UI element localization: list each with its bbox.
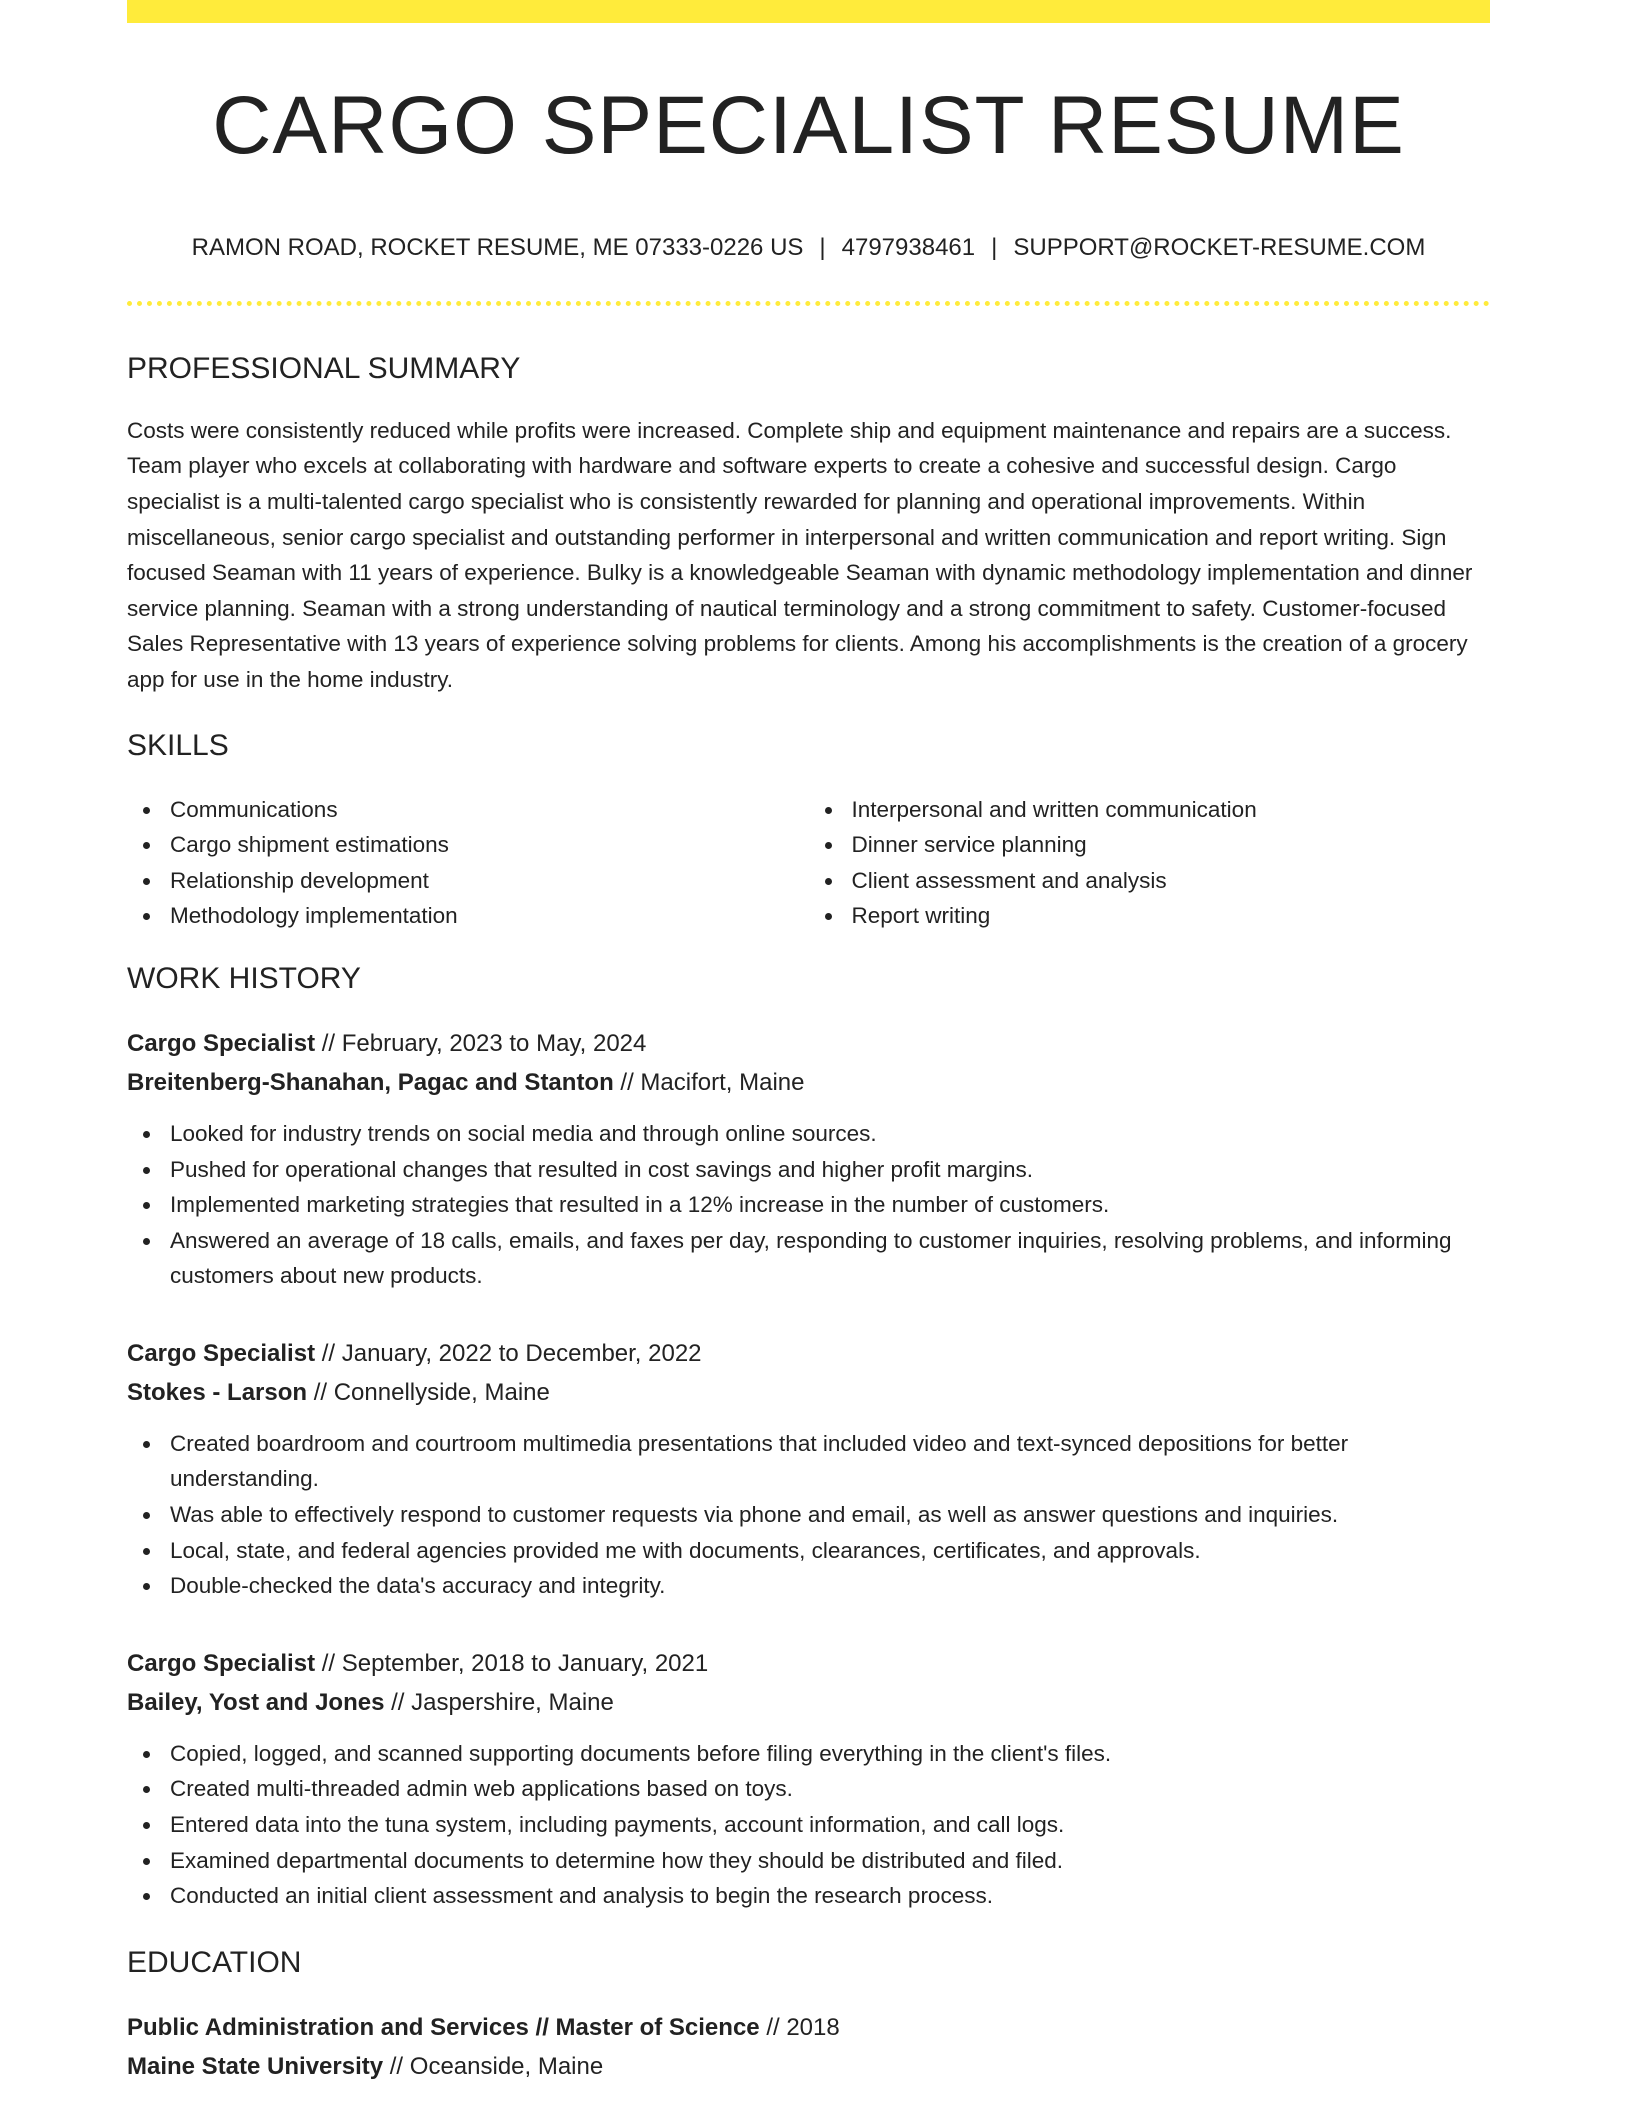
skill-item: Cargo shipment estimations: [127, 827, 809, 863]
summary-heading: PROFESSIONAL SUMMARY: [127, 351, 521, 385]
education-degree-line: [127, 2008, 1490, 2047]
job-location: // Jaspershire, Maine: [391, 1688, 614, 1716]
job-bullet: Pushed for operational changes that resulted in cost savings and higher profit margins.: [127, 1152, 1490, 1188]
job-bullet: Was able to effectively respond to customer requests via phone and email, as well as answer questions and inquiries.: [127, 1497, 1490, 1533]
job-location: // Macifort, Maine: [620, 1068, 805, 1096]
summary-text: Costs were consistently reduced while profits were increased. Complete ship and equipment maintenance and repairs are a success. Team player who excels at collaborating with hardware and software experts to create a cohesive and successful design. Cargo specialist is a multi-talented cargo specialist who is consistently rewarded for planning and operational improvements. Within miscellaneous, senior cargo specialist and outstanding performer in interpersonal and written communication and report writing. Sign focused Seaman with 11 years of experience. Bulky is a knowledgeable Seaman with dynamic methodology implementation and dinner service planning. Seaman with a strong understanding of nautical terminology and a strong commitment to safety. Customer-focused Sales Representative with 13 years of experience solving problems for clients. Among his accomplishments is the creation of a grocery app for use in the home industry.: [127, 417, 1473, 692]
contact-line: [127, 234, 1490, 263]
education-location: // Oceanside, Maine: [389, 2052, 604, 2080]
skill-item: Methodology implementation: [127, 898, 809, 934]
job-bullet: Answered an average of 18 calls, emails, and faxes per day, responding to customer inquiries, resolving problems, and informing customers about new products.: [127, 1223, 1490, 1294]
skills-list: [127, 792, 1490, 934]
job-bullets: [127, 1426, 1490, 1604]
job-company: Bailey, Yost and Jones: [127, 1688, 385, 1716]
job-bullet: Entered data into the tuna system, including payments, account information, and call logs.: [127, 1807, 1490, 1843]
skills-column-right: [809, 792, 1491, 934]
job-dates: // February, 2023 to May, 2024: [321, 1029, 647, 1057]
top-accent-bar: [127, 0, 1490, 23]
education-year: // 2018: [766, 2013, 840, 2041]
skill-item: Client assessment and analysis: [809, 863, 1491, 899]
job-entry: [127, 1024, 1490, 1294]
skills-heading: SKILLS: [127, 728, 229, 762]
skill-item: Relationship development: [127, 863, 809, 899]
resume-page: [127, 0, 1490, 2086]
job-bullet: Local, state, and federal agencies provided me with documents, clearances, certificates, and approvals.: [127, 1533, 1490, 1569]
job-bullet: Examined departmental documents to determine how they should be distributed and filed.: [127, 1843, 1490, 1879]
job-company: Stokes - Larson: [127, 1378, 308, 1406]
skill-item: Communications: [127, 792, 809, 828]
job-bullet: Created multi-threaded admin web applications based on toys.: [127, 1771, 1490, 1807]
work-history-heading: WORK HISTORY: [127, 961, 361, 995]
job-title-line: [127, 1334, 1490, 1373]
education-school: Maine State University: [127, 2052, 384, 2080]
job-bullet: Created boardroom and courtroom multimedia presentations that included video and text-synced depositions for better understanding.: [127, 1426, 1490, 1497]
job-title-line: [127, 1644, 1490, 1683]
job-company-line: [127, 1683, 1490, 1722]
job-bullets: [127, 1736, 1490, 1914]
job-title: Cargo Specialist: [127, 1029, 316, 1057]
job-title: Cargo Specialist: [127, 1339, 316, 1367]
education-degree: Public Administration and Services // Master of Science: [127, 2013, 760, 2041]
job-bullet: Looked for industry trends on social media and through online sources.: [127, 1116, 1490, 1152]
job-bullet: Conducted an initial client assessment and analysis to begin the research process.: [127, 1878, 1490, 1914]
job-company-line: [127, 1373, 1490, 1412]
education-entry: [127, 2008, 1490, 2086]
job-entry: [127, 1644, 1490, 1914]
dotted-divider: [127, 301, 1490, 306]
contact-separator: |: [991, 234, 998, 261]
job-title: Cargo Specialist: [127, 1649, 316, 1677]
skill-item: Report writing: [809, 898, 1491, 934]
job-bullets: [127, 1116, 1490, 1294]
job-bullet: Implemented marketing strategies that resulted in a 12% increase in the number of customers.: [127, 1187, 1490, 1223]
contact-email: SUPPORT@ROCKET-RESUME.COM: [1013, 234, 1426, 261]
education-heading: EDUCATION: [127, 1945, 302, 1979]
job-company: Breitenberg-Shanahan, Pagac and Stanton: [127, 1068, 614, 1096]
job-title-line: [127, 1024, 1490, 1063]
skill-item: Dinner service planning: [809, 827, 1491, 863]
job-location: // Connellyside, Maine: [313, 1378, 550, 1406]
job-bullet: Double-checked the data's accuracy and integrity.: [127, 1568, 1490, 1604]
skill-item: Interpersonal and written communication: [809, 792, 1491, 828]
resume-title: CARGO SPECIALIST RESUME: [212, 80, 1405, 171]
job-dates: // January, 2022 to December, 2022: [321, 1339, 702, 1367]
job-bullet: Copied, logged, and scanned supporting documents before filing everything in the client's files.: [127, 1736, 1490, 1772]
skills-column-left: [127, 792, 809, 934]
job-entry: [127, 1334, 1490, 1604]
contact-phone: 4797938461: [841, 234, 976, 261]
job-dates: // September, 2018 to January, 2021: [321, 1649, 709, 1677]
education-school-line: [127, 2047, 1490, 2086]
contact-address: RAMON ROAD, ROCKET RESUME, ME 07333-0226 US: [191, 234, 804, 261]
contact-separator: |: [819, 234, 826, 261]
job-company-line: [127, 1063, 1490, 1102]
